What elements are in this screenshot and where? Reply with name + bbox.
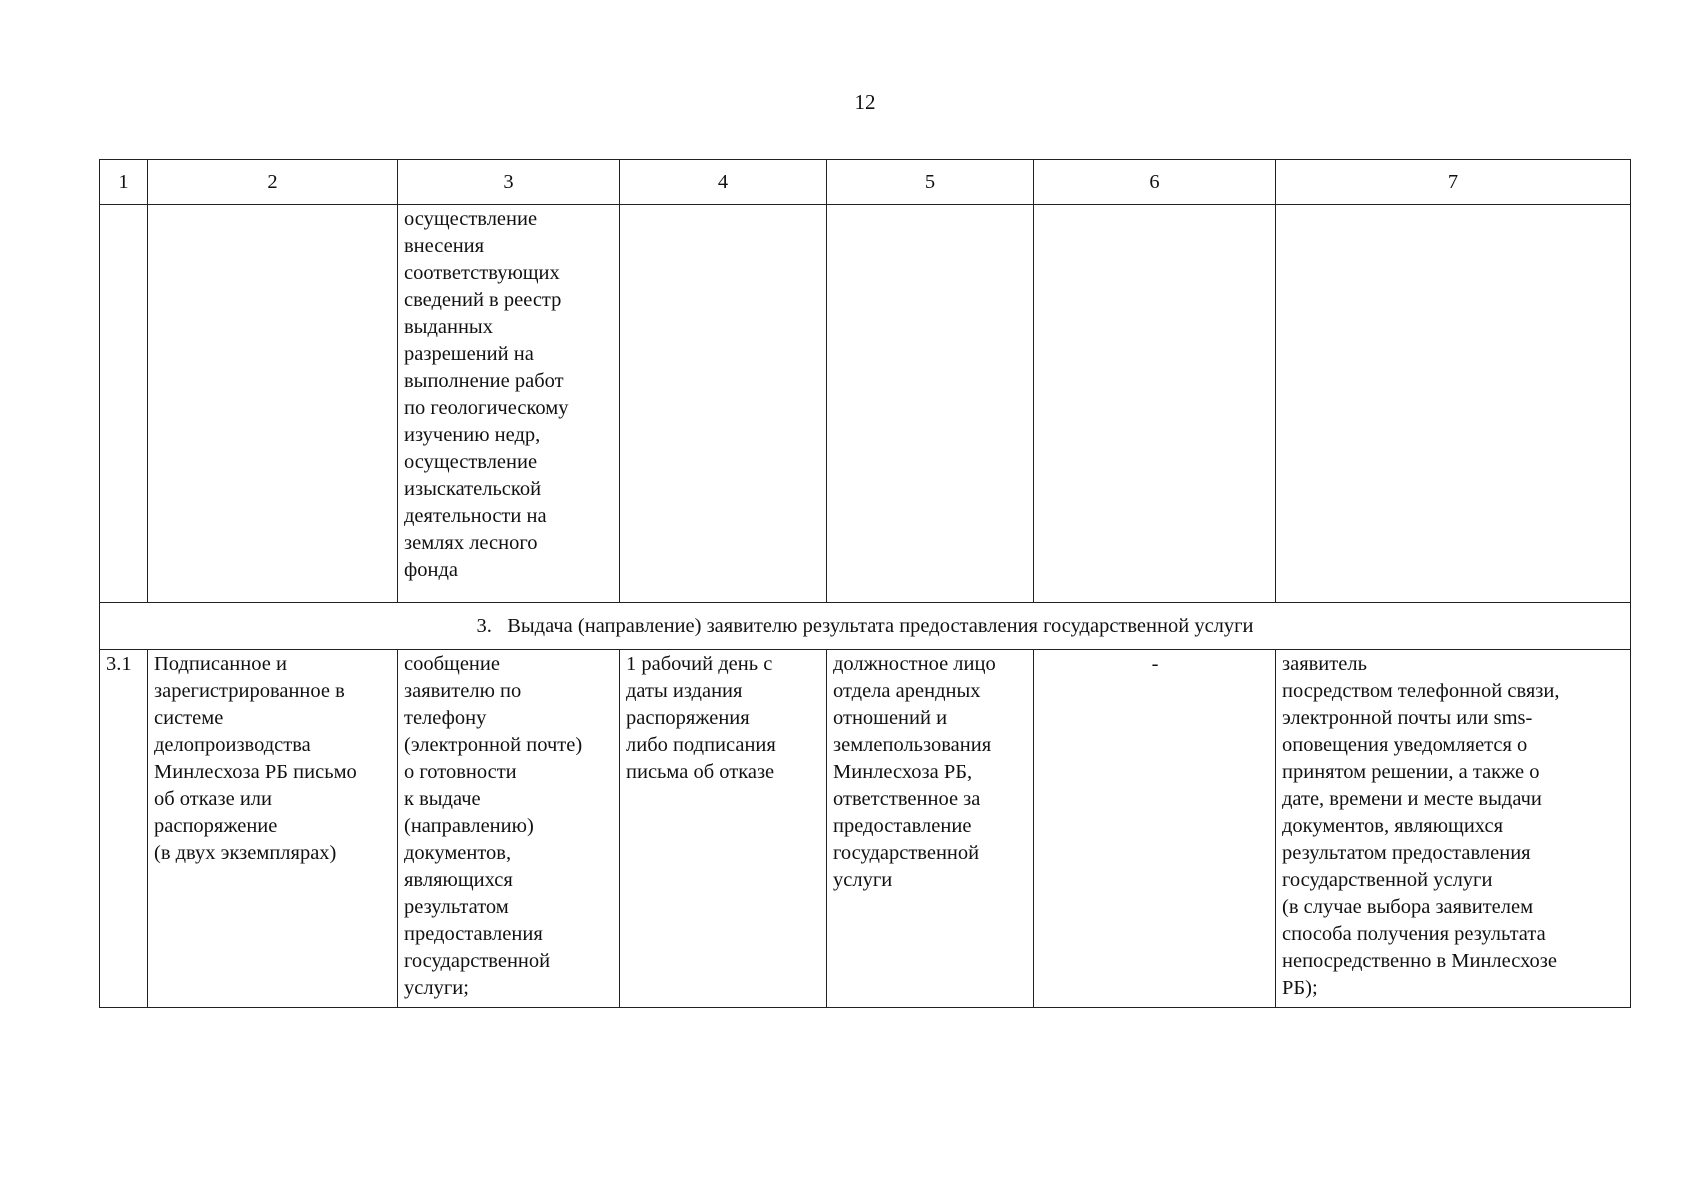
table-cell — [1276, 650, 1631, 1008]
table-cell — [100, 205, 148, 603]
cell-text: заявитель посредством телефонной связи, электронной почты или sms- оповещения уведомляется о принятом решении, а также о дате, времени и месте выдачи документов, являющихся результатом предоставления государственной услуги (в случае выбора заявителем способа получения результата непосредственно в Минлесхозе РБ); — [1282, 653, 1560, 999]
table-cell — [1034, 650, 1276, 1008]
section-title: 3. Выдача (направление) заявителю результата предоставления государственной услуги — [100, 603, 1631, 650]
table-cell — [827, 650, 1034, 1008]
table-cell — [620, 650, 827, 1008]
header-cell: 1 — [100, 160, 148, 205]
table-cell — [1034, 205, 1276, 603]
table-cell — [148, 650, 398, 1008]
header-cell: 6 — [1034, 160, 1276, 205]
cell-text: сообщение заявителю по телефону (электронной почте) о готовности к выдаче (направлению) документов, являющихся результатом предоставления государственной услуги; — [404, 653, 583, 999]
table-cell — [148, 205, 398, 603]
cell-text: 1 рабочий день с даты издания распоряжения либо подписания письма об отказе — [626, 653, 776, 783]
table-cell — [827, 205, 1034, 603]
cell-text: осуществление внесения соответствующих сведений в реестр выданных разрешений на выполнение работ по геологическому изучению недр, осуществление изыскательской деятельности на землях лесного фонда — [404, 208, 569, 581]
row-number: 3.1 — [106, 653, 132, 675]
procedure-table — [99, 159, 1631, 1008]
cell-text: должностное лицо отдела арендных отношений и землепользования Минлесхоза РБ, ответственное за предоставление государственной услуги — [833, 653, 996, 891]
header-cell: 4 — [620, 160, 827, 205]
header-cell: 7 — [1276, 160, 1631, 205]
table-row — [100, 205, 1631, 603]
cell-text: - — [1151, 653, 1159, 675]
table-cell — [1276, 205, 1631, 603]
header-cell: 5 — [827, 160, 1034, 205]
table-cell — [398, 650, 620, 1008]
header-cell: 2 — [148, 160, 398, 205]
table-cell — [620, 205, 827, 603]
table-header-row — [100, 160, 1631, 205]
cell-text: Подписанное и зарегистрированное в системе делопроизводства Минлесхоза РБ письмо об отказе или распоряжение (в двух экземплярах) — [154, 653, 357, 864]
table-row — [100, 650, 1631, 1008]
table-cell — [100, 650, 148, 1008]
section-row — [100, 603, 1631, 650]
table-cell — [398, 205, 620, 603]
page-number: 12 — [854, 90, 876, 114]
header-cell: 3 — [398, 160, 620, 205]
